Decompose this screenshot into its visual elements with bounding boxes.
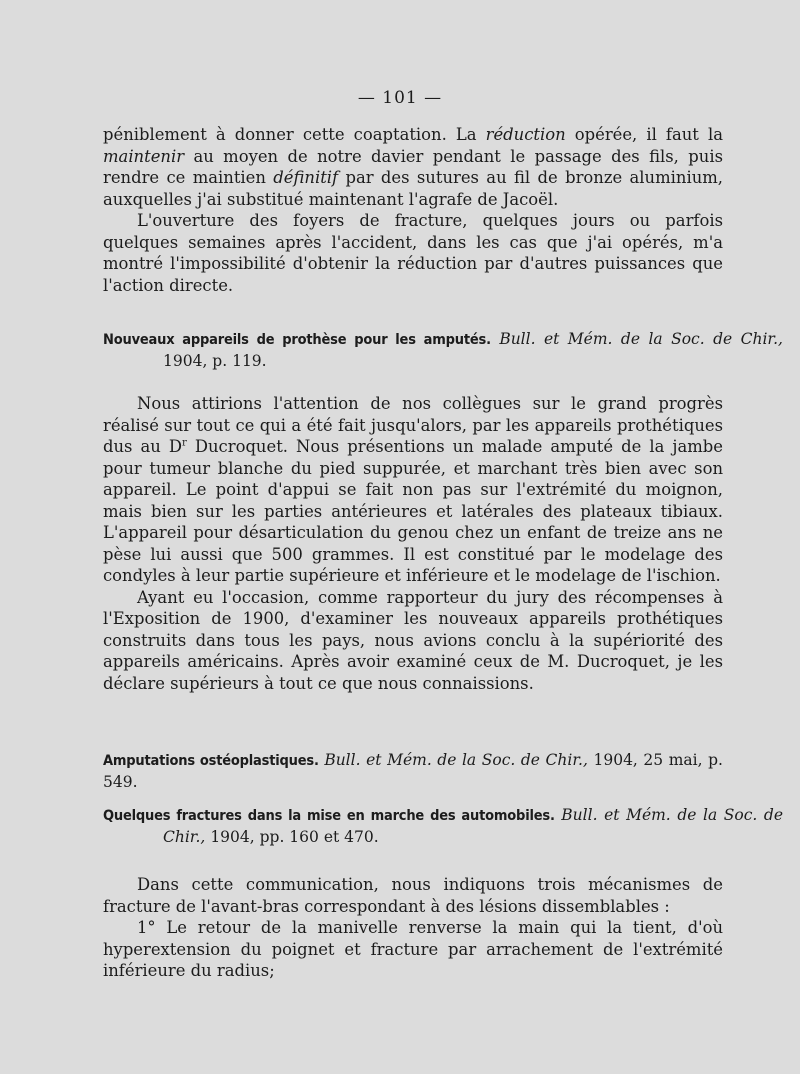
section-2-heading bbox=[103, 750, 723, 793]
section-2-title: Amputations ostéoplastiques. bbox=[103, 753, 319, 769]
intro-text bbox=[103, 124, 723, 296]
section-3-heading bbox=[103, 805, 783, 848]
section-1-body bbox=[103, 393, 723, 694]
section-1-title: Nouveaux appareils de prothèse pour les amputés. bbox=[103, 332, 491, 348]
section-2-reference: 1904, 25 mai, p. 549. bbox=[103, 751, 723, 791]
section-1-paragraph-1: Nous attirions l'attention de nos collègues sur le grand progrès réalisé sur tout ce qui a été fait jusqu'alors, par les appareils prothétiques dus au $D^r$ Ducroquet. Nous présentions un malade amputé de la jambe pour tumeur blanche du pied suppurée, et marchant très bien avec son appareil. Le point d'appui se fait non pas sur l'extrémité du moignon, mais bien sur les parties antérieures et latérales des plateaux tibiaux. L'appareil pour désarticulation du genou chez un enfant de treize ans ne pèse lui aussi que 500 grammes. Il est constitué par le modelage des condyles à leur partie supérieure et inférieure et le modelage de l'ischion. bbox=[103, 394, 723, 585]
section-3-reference: 1904, pp. 160 et 470. bbox=[210, 828, 379, 846]
section-1-reference: 1904, p. 119. bbox=[163, 352, 267, 370]
intro-paragraph-1: péniblement à donner cette coaptation. La réduction opérée, il faut la maintenir au moyen de notre davier pendant le passage des fils, puis rendre ce maintien définitif par des sutures au fil de bronze aluminium, auxquelles j'ai substitué maintenant l'agrafe de Jacoël. bbox=[103, 125, 723, 209]
section-1-paragraph-2: Ayant eu l'occasion, comme rapporteur du jury des récompenses à l'Exposition de 1900, d'examiner les nouveaux appareils prothétiques construits dans tous les pays, nous avions conclu à la supériorité des appareils américains. Après avoir examiné ceux de M. Ducroquet, je les déclare supérieurs à tout ce que nous connaissions. bbox=[103, 587, 723, 693]
section-3-body bbox=[103, 874, 723, 982]
section-3-paragraph-2: 1° Le retour de la manivelle renverse la main qui la tient, d'où hyperextension du poignet et fracture par arrachement de l'extrémité inférieure du radius; bbox=[103, 918, 723, 980]
intro-paragraph-2: L'ouverture des foyers de fracture, quelques jours ou parfois quelques semaines après l'accident, dans les cas que j'ai opérés, m'a montré l'impossibilité d'obtenir la réduction par d'autres puissances que l'action directe. bbox=[103, 211, 723, 295]
page-number: — 101 — bbox=[357, 88, 443, 108]
section-3-title: Quelques fractures dans la mise en marche des automobiles. bbox=[103, 808, 555, 824]
section-3-paragraph-1: Dans cette communication, nous indiquons trois mécanismes de fracture de l'avant-bras correspondant à des lésions dissemblables : bbox=[103, 875, 723, 916]
section-1-source: Bull. et Mém. de la Soc. de Chir., bbox=[499, 330, 783, 348]
section-3-source: Bull. et Mém. de la Soc. de Chir., bbox=[163, 806, 783, 846]
section-2-source: Bull. et Mém. de la Soc. de Chir., bbox=[324, 751, 588, 769]
section-1-heading bbox=[103, 329, 783, 372]
